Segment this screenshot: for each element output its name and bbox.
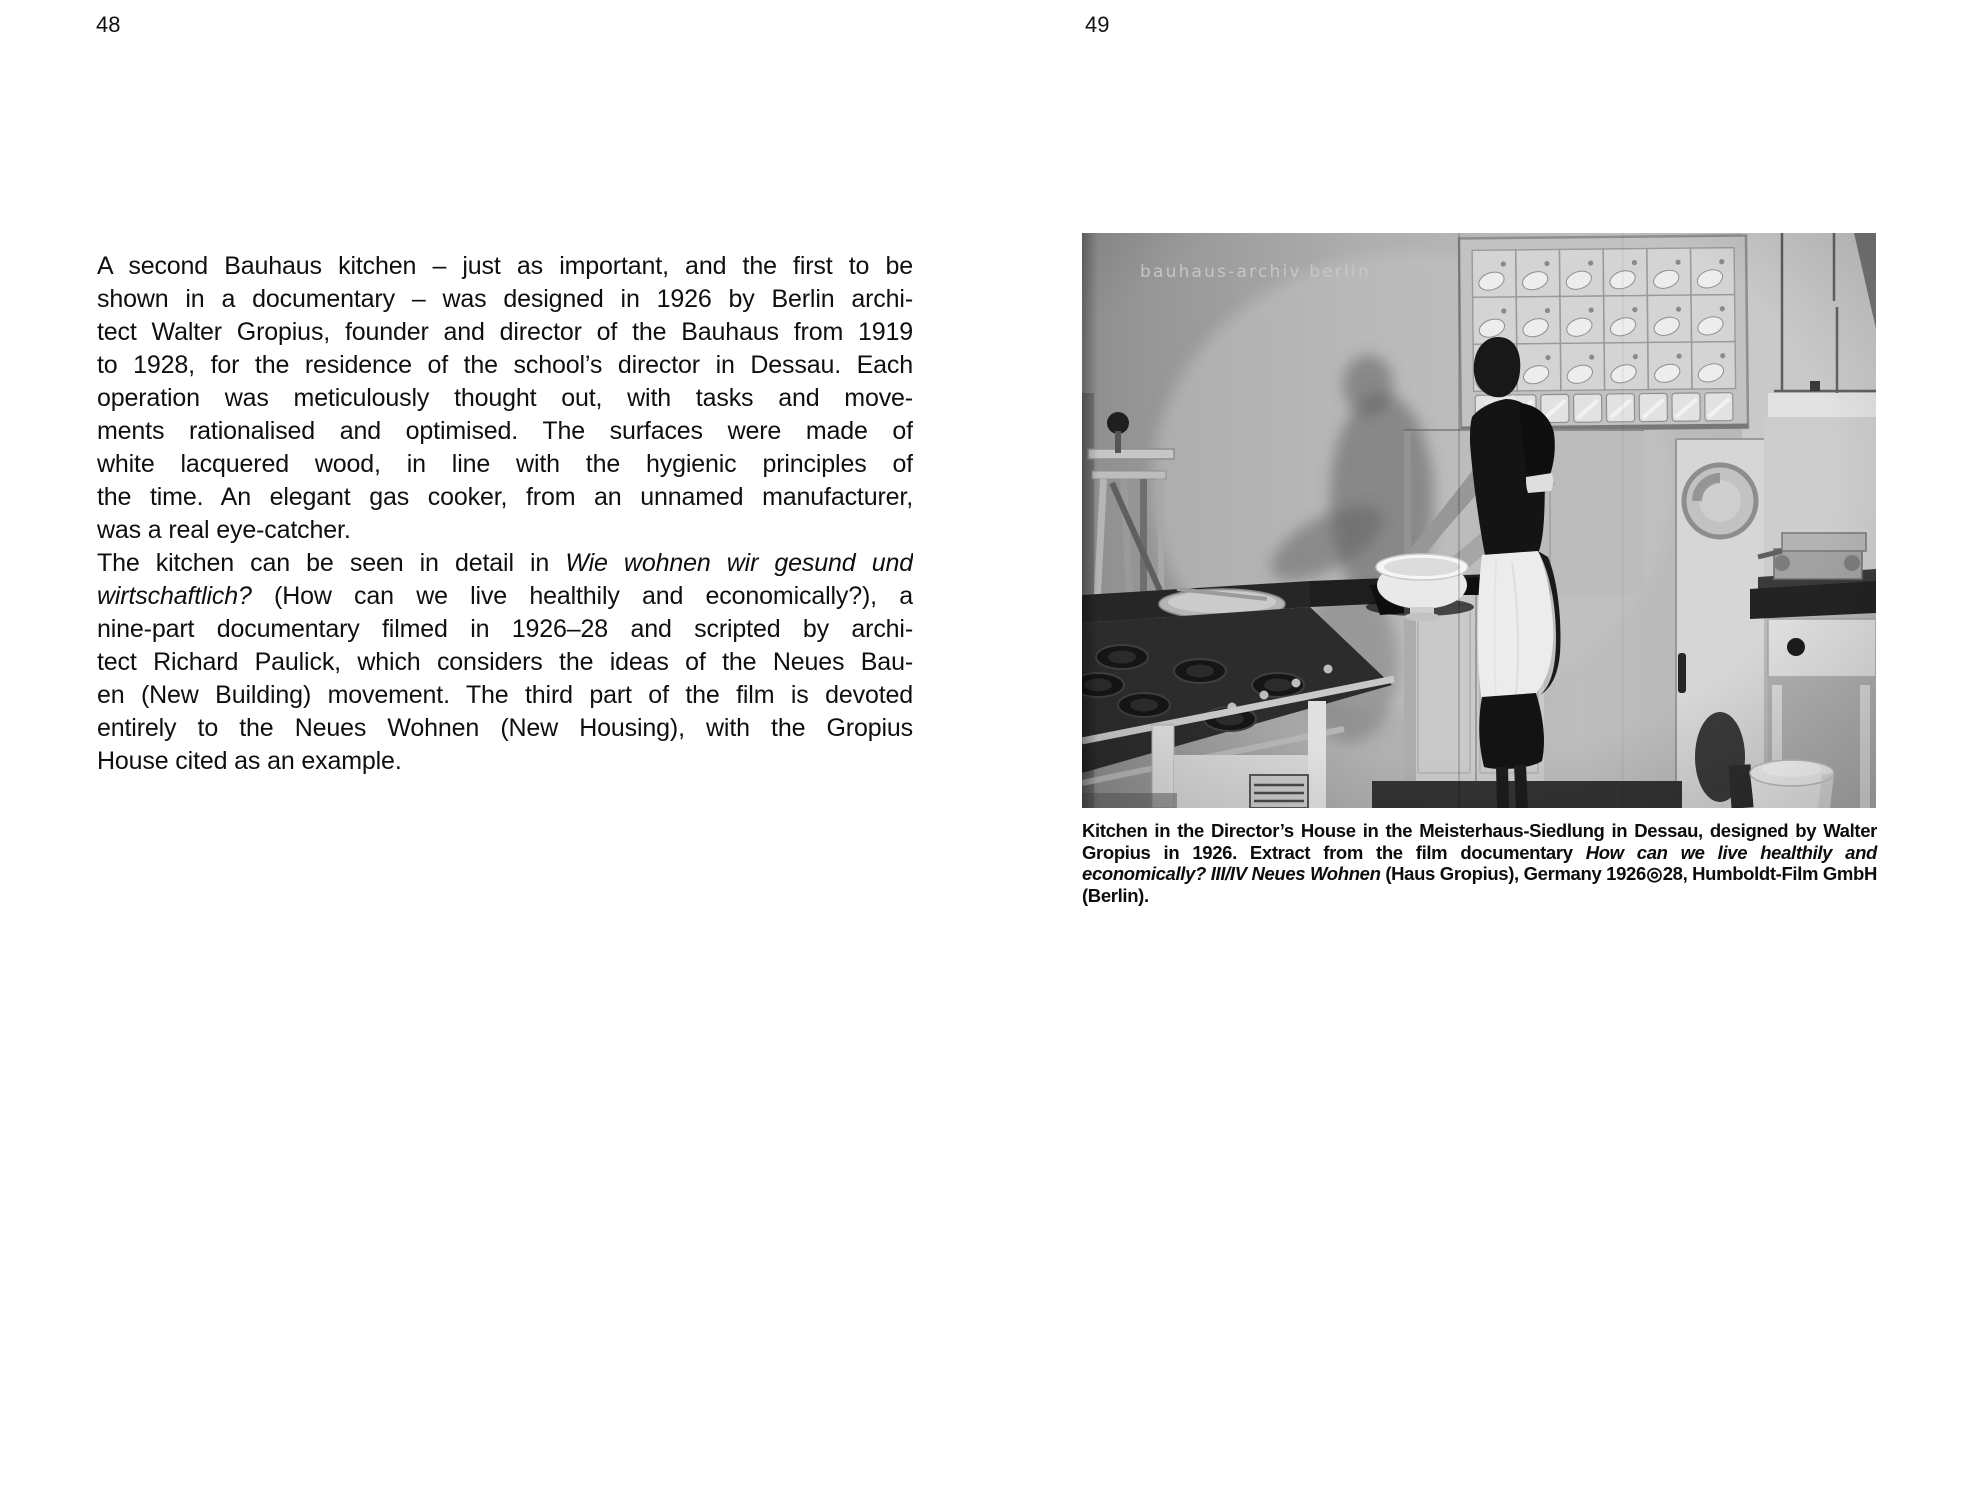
body-text-line — [97, 415, 913, 448]
body-text-line — [97, 712, 913, 745]
body-text-line — [97, 448, 913, 481]
body-segment: House cited as an example. — [97, 747, 402, 775]
body-text-line — [97, 745, 913, 778]
body-segment: nine-part documentary filmed in 1926–28 and scripted by archi- — [97, 615, 913, 643]
body-segment: shown in a documentary – was designed in 1926 by Berlin archi- — [97, 285, 913, 313]
caption-segment: Kitchen in the Director’s House in the Meisterhaus-Siedlung in Dessau, designed by Walter Gropius in 1926. Extract from the film documentary — [1082, 820, 1877, 863]
body-text-line — [97, 514, 913, 547]
body-segment: tect Walter Gropius, founder and director of the Bauhaus from 1919 — [97, 318, 913, 346]
body-text-line — [97, 382, 913, 415]
body-segment: ments rationalised and optimised. The surfaces were made of — [97, 417, 913, 445]
body-text-line — [97, 547, 913, 580]
body-italic-segment: Wie wohnen wir gesund und — [565, 549, 913, 577]
body-segment: was a real eye-catcher. — [97, 516, 351, 544]
page-number-left: 48 — [96, 12, 121, 37]
body-segment: to 1928, for the residence of the school’s director in Dessau. Each — [97, 351, 913, 379]
body-segment: (How can we live healthily and economically?), a — [251, 582, 913, 610]
body-text-line — [97, 250, 913, 283]
body-text-line — [97, 481, 913, 514]
body-text-block — [97, 250, 913, 778]
body-text-line — [97, 679, 913, 712]
body-segment: The kitchen can be seen in detail in — [97, 549, 566, 577]
page-number-right: 49 — [1085, 12, 1110, 37]
kitchen-photo-figure — [1082, 233, 1876, 808]
photo-caption — [1082, 820, 1877, 906]
caption-italic-segment: How can we live healthily and economically? III/IV Neues Wohnen — [1082, 841, 1877, 884]
body-segment: white lacquered wood, in line with the hygienic principles of — [97, 450, 913, 478]
body-text-line — [97, 316, 913, 349]
body-segment: en (New Building) movement. The third part of the film is devoted — [97, 681, 913, 709]
body-segment: tect Richard Paulick, which considers the ideas of the Neues Bau- — [97, 648, 913, 676]
body-text-line — [97, 580, 913, 613]
kitchen-photo — [1082, 233, 1876, 808]
body-segment: entirely to the Neues Wohnen (New Housing), with the Gropius — [97, 714, 913, 742]
body-italic-segment: wirtschaftlich? — [97, 582, 252, 610]
body-text-line — [97, 349, 913, 382]
body-segment: the time. An elegant gas cooker, from an unnamed manufacturer, — [97, 483, 913, 511]
body-text-line — [97, 283, 913, 316]
body-segment: A second Bauhaus kitchen – just as important, and the first to be — [97, 252, 913, 280]
caption-segment: (Haus Gropius), Germany 1926◎28, Humboldt-Film GmbH (Berlin). — [1082, 863, 1877, 906]
body-text-line — [97, 646, 913, 679]
body-text-line — [97, 613, 913, 646]
body-segment: operation was meticulously thought out, with tasks and move- — [97, 384, 913, 412]
